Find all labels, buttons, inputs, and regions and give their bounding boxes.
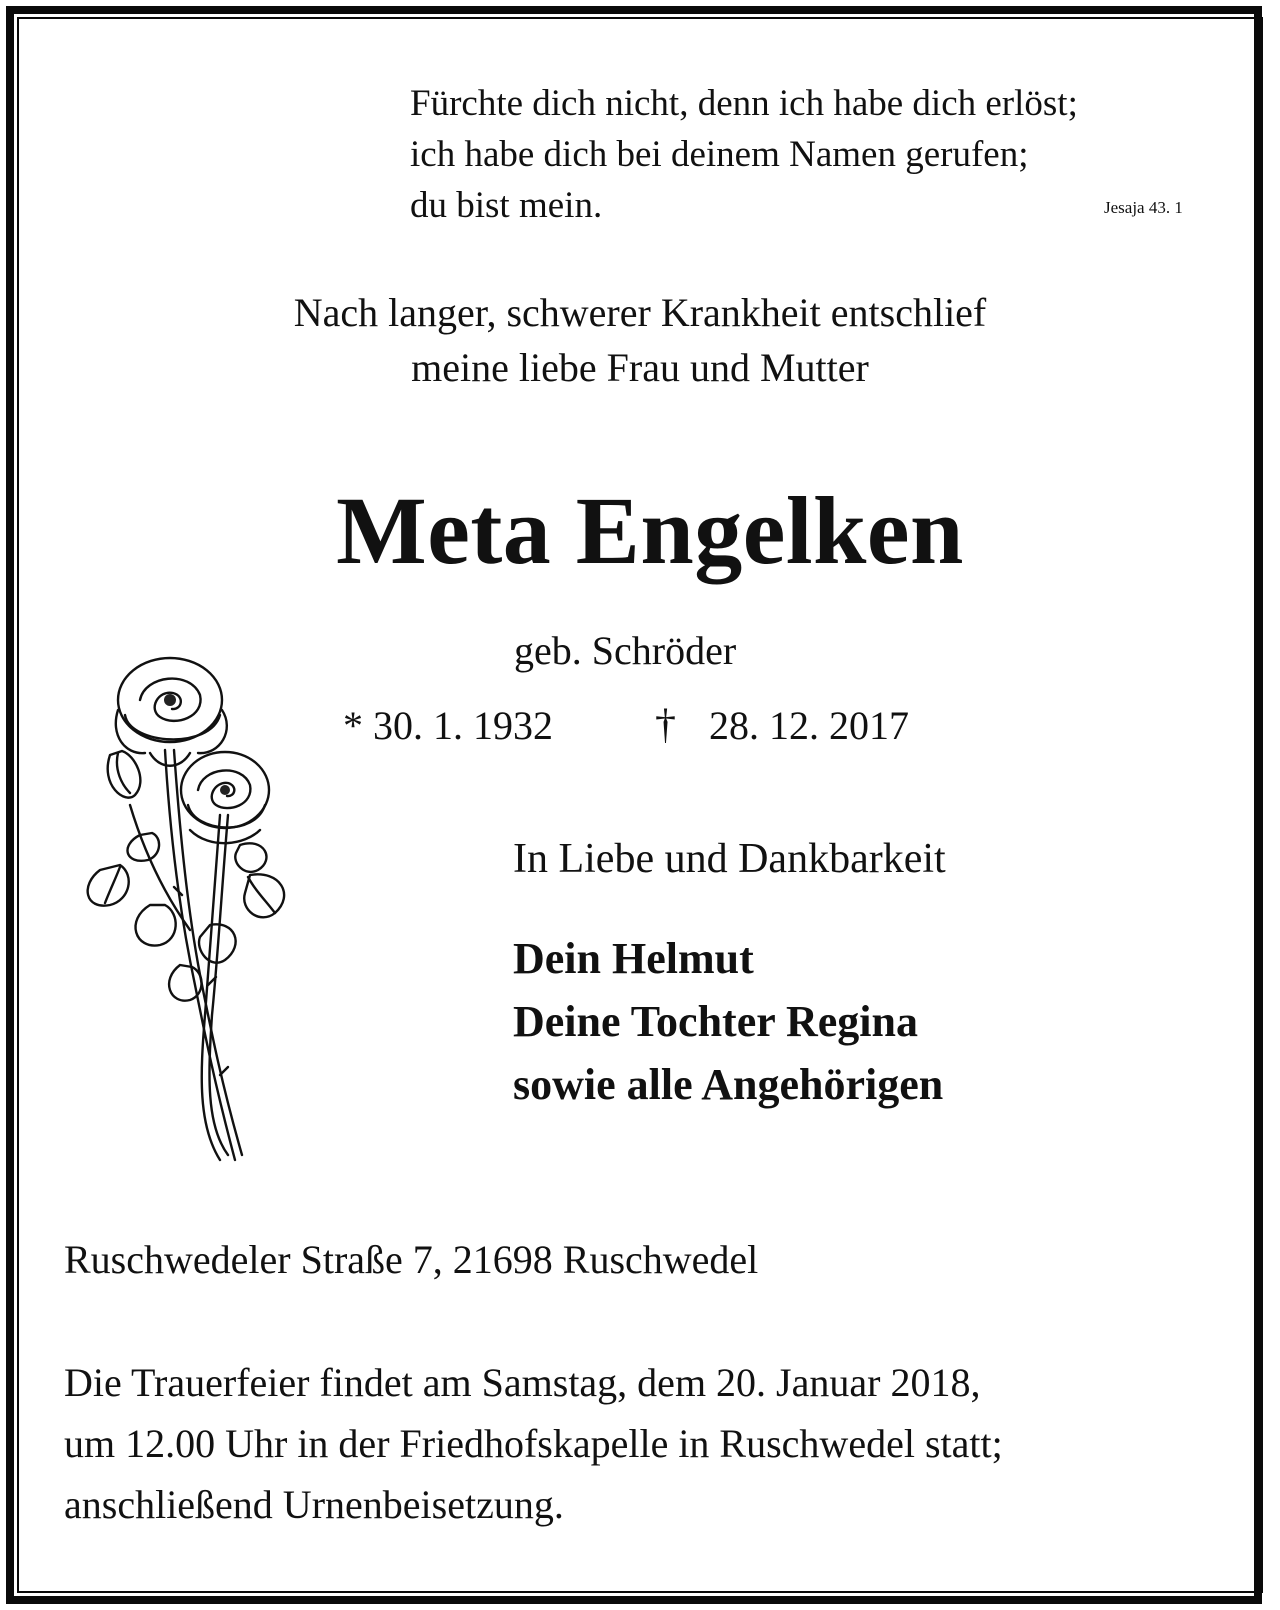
- closing-phrase: In Liebe und Dankbarkeit: [513, 836, 946, 882]
- mourner-line: Deine Tochter Regina: [513, 997, 918, 1046]
- service-info: [64, 1352, 1244, 1535]
- mourners-list: [513, 927, 1213, 1116]
- intro-line: Nach langer, schwerer Krankheit entschlief: [293, 290, 987, 335]
- birth-date: * 30. 1. 1932: [343, 703, 553, 748]
- rose-illustration-icon: [70, 655, 310, 1175]
- death-date: 28. 12. 2017: [709, 703, 909, 748]
- cross-icon: †: [655, 702, 676, 748]
- deceased-name: Meta Engelken: [336, 477, 964, 584]
- verse-line: Fürchte dich nicht, denn ich habe dich erlöst;: [410, 83, 1078, 124]
- bible-verse: [410, 78, 1210, 231]
- intro-line: meine liebe Frau und Mutter: [411, 345, 869, 390]
- maiden-name: geb. Schröder: [514, 628, 737, 673]
- service-line: Die Trauerfeier findet am Samstag, dem 20. Januar 2018,: [64, 1360, 981, 1405]
- intro-text: [0, 285, 1280, 395]
- service-line: um 12.00 Uhr in der Friedhofskapelle in Ruschwedel statt;: [64, 1421, 1003, 1466]
- verse-line: du bist mein.: [410, 185, 603, 226]
- address: Ruschwedeler Straße 7, 21698 Ruschwedel: [64, 1237, 759, 1282]
- service-line: anschließend Urnenbeisetzung.: [64, 1482, 564, 1527]
- mourner-line: sowie alle Angehörigen: [513, 1060, 944, 1109]
- mourner-line: Dein Helmut: [513, 934, 754, 983]
- verse-line: ich habe dich bei deinem Namen gerufen;: [410, 134, 1029, 175]
- verse-reference: Jesaja 43. 1: [1104, 198, 1183, 217]
